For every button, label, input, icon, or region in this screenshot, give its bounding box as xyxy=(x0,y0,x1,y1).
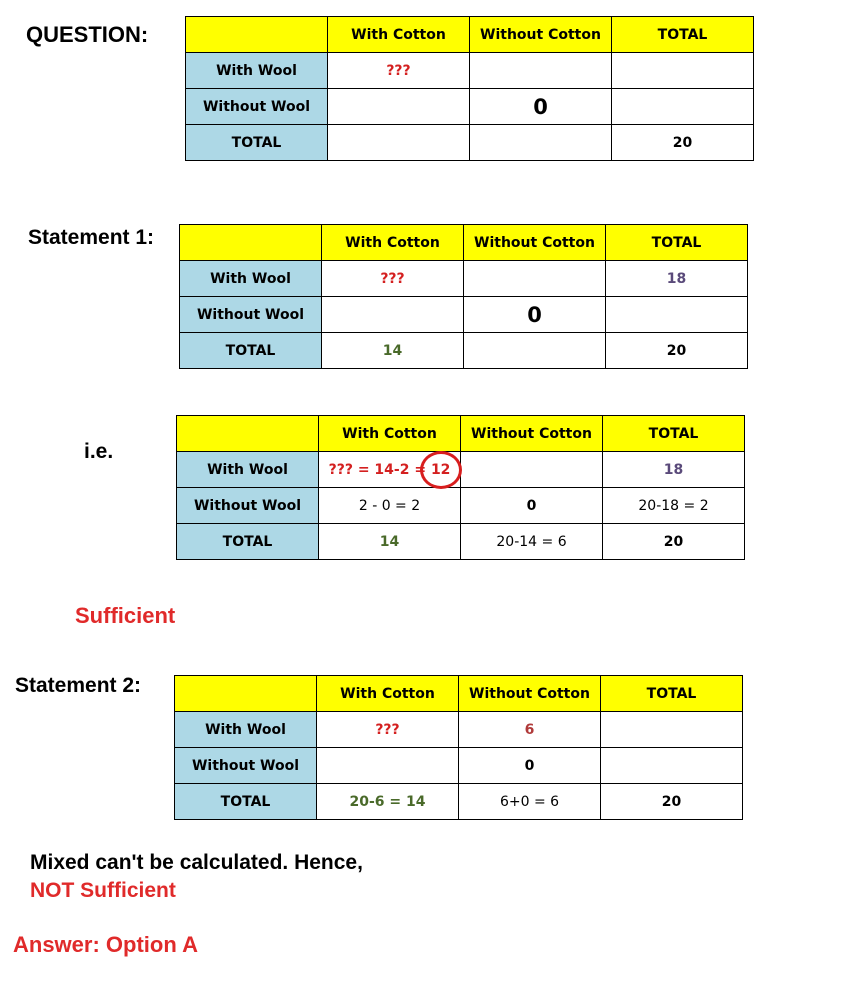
question-table xyxy=(185,16,754,161)
table-cell xyxy=(464,333,606,369)
header-row xyxy=(177,416,745,452)
table-cell: 2 - 0 = 2 xyxy=(319,488,461,524)
table-cell xyxy=(470,53,612,89)
table-cell: 0 xyxy=(464,297,606,333)
col-header: Without Cotton xyxy=(470,17,612,53)
col-header: TOTAL xyxy=(601,676,743,712)
table-cell xyxy=(612,89,754,125)
row-header: TOTAL xyxy=(177,524,319,560)
table-cell: 6 xyxy=(459,712,601,748)
table-row xyxy=(180,297,748,333)
row-header: With Wool xyxy=(186,53,328,89)
col-header: Without Cotton xyxy=(464,225,606,261)
row-header: With Wool xyxy=(175,712,317,748)
table-cell xyxy=(328,125,470,161)
table-cell: ??? xyxy=(322,261,464,297)
table-cell: 20-6 = 14 xyxy=(317,784,459,820)
table-cell: 20 xyxy=(601,784,743,820)
table-row xyxy=(177,488,745,524)
table-cell: 20 xyxy=(612,125,754,161)
row-header: Without Wool xyxy=(175,748,317,784)
table-row xyxy=(175,748,743,784)
row-header: Without Wool xyxy=(186,89,328,125)
table-cell xyxy=(612,53,754,89)
col-header: TOTAL xyxy=(603,416,745,452)
header-row xyxy=(180,225,748,261)
table-cell: ??? xyxy=(317,712,459,748)
statement2-table xyxy=(174,675,743,820)
row-header: TOTAL xyxy=(186,125,328,161)
table-cell: 18 xyxy=(603,452,745,488)
table-cell: 18 xyxy=(606,261,748,297)
circled-answer xyxy=(431,462,450,478)
row-header: With Wool xyxy=(180,261,322,297)
table-row xyxy=(180,261,748,297)
table-row xyxy=(186,89,754,125)
table-cell: 0 xyxy=(459,748,601,784)
table-row xyxy=(186,53,754,89)
table-cell xyxy=(606,297,748,333)
row-header: With Wool xyxy=(177,452,319,488)
col-header: TOTAL xyxy=(606,225,748,261)
table-cell: ??? xyxy=(328,53,470,89)
table-cell: 20-18 = 2 xyxy=(603,488,745,524)
statement1-table xyxy=(179,224,748,369)
table-cell xyxy=(317,748,459,784)
table-cell xyxy=(464,261,606,297)
table-cell xyxy=(319,452,461,488)
table-row xyxy=(175,712,743,748)
table-cell xyxy=(470,125,612,161)
table-row xyxy=(177,524,745,560)
table-cell: 14 xyxy=(322,333,464,369)
row-header: Without Wool xyxy=(177,488,319,524)
table-cell: 0 xyxy=(470,89,612,125)
corner-cell xyxy=(186,17,328,53)
table-cell: 6+0 = 6 xyxy=(459,784,601,820)
table-cell: 20 xyxy=(606,333,748,369)
header-row xyxy=(175,676,743,712)
calc-text: ??? = 14-2 = xyxy=(328,461,427,478)
table-cell: 14 xyxy=(319,524,461,560)
corner-cell xyxy=(177,416,319,452)
table-row xyxy=(177,452,745,488)
col-header: With Cotton xyxy=(317,676,459,712)
row-header: Without Wool xyxy=(180,297,322,333)
col-header: Without Cotton xyxy=(461,416,603,452)
ie-label: i.e. xyxy=(84,440,114,463)
conclusion-text: Mixed can't be calculated. Hence, xyxy=(30,851,363,874)
table-row xyxy=(186,125,754,161)
not-sufficient-label: NOT Sufficient xyxy=(30,879,176,902)
col-header: With Cotton xyxy=(319,416,461,452)
corner-cell xyxy=(175,676,317,712)
table-cell: 20-14 = 6 xyxy=(461,524,603,560)
row-header: TOTAL xyxy=(180,333,322,369)
sufficient-label: Sufficient xyxy=(75,603,176,628)
table-cell: 0 xyxy=(461,488,603,524)
col-header: TOTAL xyxy=(612,17,754,53)
table-cell xyxy=(601,712,743,748)
table-cell xyxy=(328,89,470,125)
table-cell xyxy=(461,452,603,488)
col-header: Without Cotton xyxy=(459,676,601,712)
row-header: TOTAL xyxy=(175,784,317,820)
table-cell xyxy=(601,748,743,784)
table-cell xyxy=(322,297,464,333)
statement1-label: Statement 1: xyxy=(28,226,155,249)
statement2-label: Statement 2: xyxy=(15,674,142,697)
ie-table xyxy=(176,415,745,560)
col-header: With Cotton xyxy=(328,17,470,53)
header-row xyxy=(186,17,754,53)
col-header: With Cotton xyxy=(322,225,464,261)
circled-value: 12 xyxy=(430,461,451,478)
answer-label: Answer: Option A xyxy=(13,932,198,957)
highlight-circle xyxy=(420,451,462,489)
table-row xyxy=(175,784,743,820)
table-cell: 20 xyxy=(603,524,745,560)
question-label: QUESTION: xyxy=(26,22,149,47)
table-row xyxy=(180,333,748,369)
corner-cell xyxy=(180,225,322,261)
